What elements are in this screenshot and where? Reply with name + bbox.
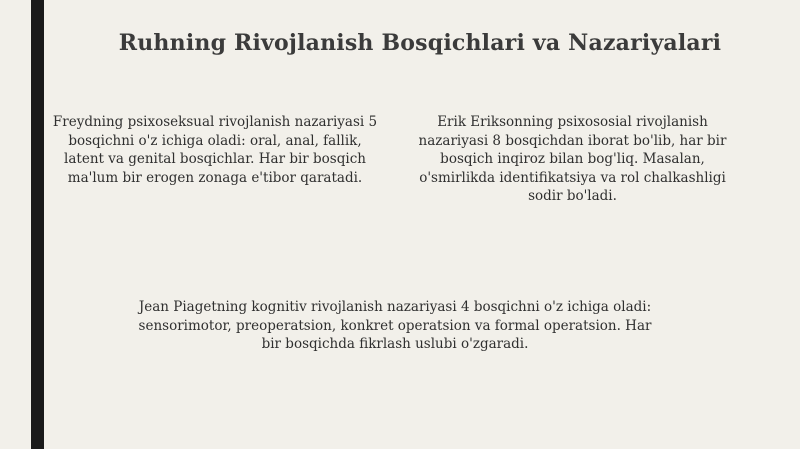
piaget-paragraph: Jean Piagetning kognitiv rivojlanish nazariyasi 4 bosqichni o'z ichiga oladi: sensorimotor, preoperatsion, konkret operatsion va formal operatsion. Har bir bosqichda fikrlash uslubi o'zgaradi. — [138, 299, 652, 352]
accent-bar — [31, 0, 44, 449]
freud-paragraph: Freydning psixoseksual rivojlanish nazariyasi 5 bosqichni o'z ichiga oladi: oral, anal, fallik, latent va genital bosqichlar. Har bir bosqich ma'lum bir erogen zonaga e'tibor qaratadi. — [52, 114, 378, 186]
slide-title: Ruhning Rivojlanish Bosqichlari va Nazariyalari — [118, 30, 722, 56]
erikson-paragraph: Erik Eriksonning psixososial rivojlanish nazariyasi 8 bosqichdan iborat bo'lib, har bir bosqich inqiroz bilan bog'liq. Masalan, o'smirlikda identifikatsiya va rol chalkashligi sodir bo'ladi. — [418, 114, 727, 204]
